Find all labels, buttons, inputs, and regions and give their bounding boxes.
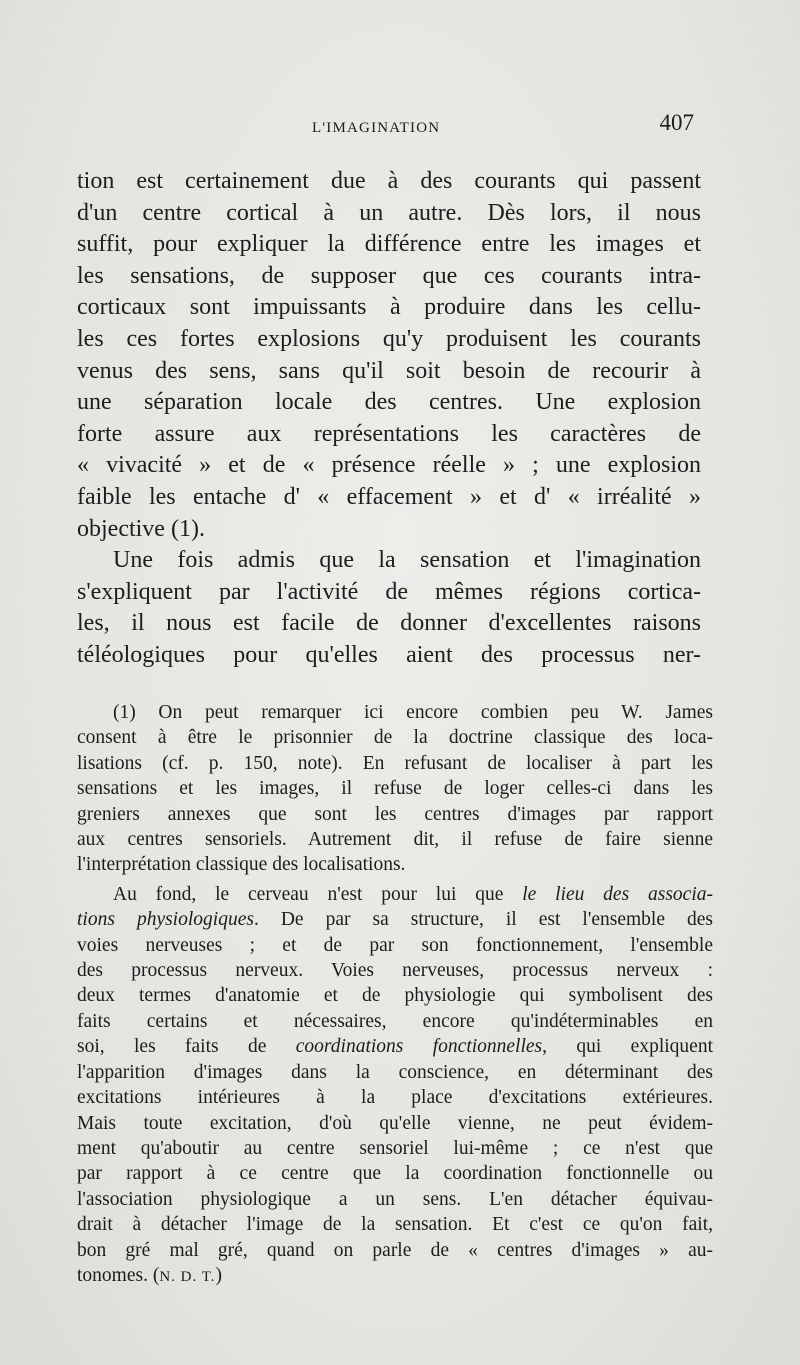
text-line: les, il nous est facile de donner d'excellentes raisons (77, 610, 701, 637)
text-line: les sensations, de supposer que ces courants intra- (77, 262, 701, 289)
footnote-line: bon gré mal gré, quand on parle de « centres d'images » au- (77, 1239, 713, 1261)
footnote-line: lisations (cf. p. 150, note). En refusant de localiser à part les (77, 752, 713, 774)
page-number: 407 (659, 110, 694, 135)
footnote-line: l'apparition d'images dans la conscience, en déterminant des (77, 1061, 713, 1083)
footnote-line: (1) On peut remarquer ici encore combien peu W. James (113, 702, 713, 723)
text-line: objective (1). (77, 515, 205, 542)
footnote-line: faits certains et nécessaires, encore qu'indéterminables en (77, 1010, 713, 1032)
text-line: forte assure aux représentations les caractères de (77, 420, 701, 447)
text-line: suffit, pour expliquer la différence entre les images et (77, 231, 701, 258)
text-line: d'un centre cortical à un autre. Dès lors, il nous (77, 199, 701, 226)
text-line: s'expliquent par l'activité de mêmes régions cortica- (77, 578, 701, 605)
paragraph-1 (77, 166, 701, 545)
footnote-line: par rapport à ce centre que la coordination fonctionnelle ou (77, 1163, 713, 1185)
footnote-line: voies nerveuses ; et de par son fonctionnement, l'ensemble (77, 934, 713, 956)
footnote-line: excitations intérieures à la place d'excitations extérieures. (77, 1087, 713, 1109)
footnote-1 (77, 700, 713, 878)
footnotes (77, 700, 713, 1290)
footnote-line: l'interprétation classique des localisations. (77, 854, 406, 876)
text-line: téléologiques pour qu'elles aient des processus ner- (77, 641, 701, 668)
text-run: , qui expliquent (542, 1036, 713, 1058)
footnote-line: greniers annexes que sont les centres d'images par rapport (77, 803, 713, 825)
footnote-line (77, 1263, 713, 1290)
text-line: Une fois admis que la sensation et l'imagination (113, 547, 701, 574)
italic-run: coordinations fonctionnelles (295, 1036, 543, 1058)
text-line: venus des sens, sans qu'il soit besoin de recourir à (77, 357, 701, 384)
footnote-line (77, 882, 713, 907)
footnote-line: drait à détacher l'image de la sensation. Et c'est ce qu'on fait, (77, 1214, 713, 1236)
footnote-line: Mais toute excitation, d'où qu'elle vienne, ne peut évidem- (77, 1112, 713, 1134)
italic-run: le lieu des associa- (522, 883, 713, 905)
text-line: « vivacité » et de « présence réelle » ; une explosion (77, 452, 701, 479)
text-run: soi, les faits de (77, 1036, 296, 1058)
text-run: tonomes. ( (77, 1264, 160, 1286)
italic-run: tions physiologiques (77, 909, 254, 931)
translator-note-abbrev: N. D. T. (159, 1268, 216, 1285)
page-header (76, 110, 698, 140)
footnote-line: consent à être le prisonnier de la doctrine classique des loca- (77, 727, 713, 749)
text-line: corticaux sont impuissants à produire dans les cellu- (77, 294, 701, 321)
running-title: L'IMAGINATION (312, 120, 441, 136)
text-line: faible les entache d' « effacement » et d' « irréalité » (77, 483, 701, 510)
main-text (77, 166, 701, 672)
text-line: tion est certainement due à des courants qui passent (77, 168, 701, 194)
footnote-line: l'association physiologique a un sens. L'en détacher équivau- (77, 1188, 713, 1210)
paragraph-2 (77, 545, 701, 671)
footnote-1-continued (77, 882, 713, 1291)
text-line: les ces fortes explosions qu'y produisent les courants (77, 325, 701, 352)
footnote-line (77, 907, 713, 932)
footnote-line (77, 1034, 713, 1059)
footnote-line: deux termes d'anatomie et de physiologie qui symbolisent des (77, 985, 713, 1007)
text-run: ) (215, 1264, 223, 1286)
text-run: Au fond, le cerveau n'est pour lui que (113, 883, 523, 905)
footnote-line: sensations et les images, il refuse de loger celles-ci dans les (77, 778, 713, 800)
footnote-line: aux centres sensoriels. Autrement dit, il refuse de faire sienne (77, 829, 713, 851)
footnote-line: des processus nerveux. Voies nerveuses, processus nerveux : (77, 960, 713, 982)
text-run: . De par sa structure, il est l'ensemble des (253, 909, 713, 931)
footnote-line: ment qu'aboutir au centre sensoriel lui-même ; ce n'est que (77, 1137, 713, 1159)
text-line: une séparation locale des centres. Une explosion (77, 389, 701, 416)
